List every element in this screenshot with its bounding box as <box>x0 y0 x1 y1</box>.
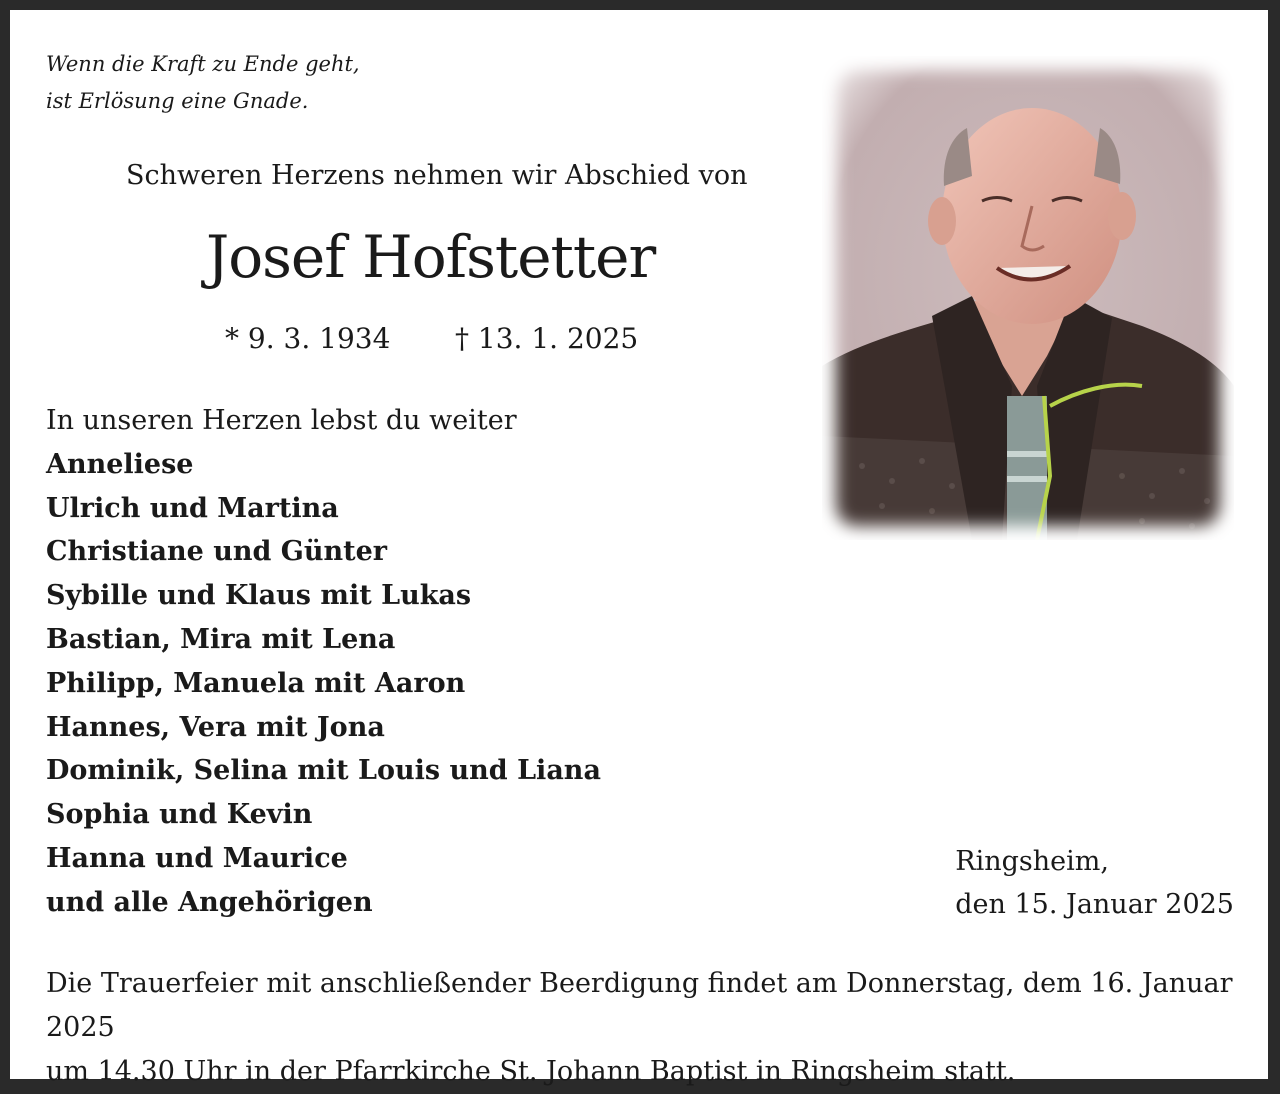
family-member: Sybille und Klaus mit Lukas <box>46 580 472 612</box>
service-info <box>46 962 1268 1094</box>
service-line-2: um 14.30 Uhr in der Pfarrkirche St. Johann Baptist in Ringsheim statt. <box>46 1056 1016 1087</box>
motto-line-1: Wenn die Kraft zu Ende geht, <box>46 52 360 76</box>
family-lead: In unseren Herzen lebst du weiter <box>46 405 517 436</box>
place: Ringsheim, <box>955 846 1109 877</box>
notice-date: den 15. Januar 2025 <box>955 889 1234 920</box>
obituary-card <box>10 10 1268 1087</box>
family-member: Hannes, Vera mit Jona <box>46 711 385 743</box>
family-member: Ulrich und Martina <box>46 492 339 524</box>
motto-line-2: ist Erlösung eine Gnade. <box>46 89 309 113</box>
deceased-name: Josef Hofstetter <box>206 223 656 291</box>
family-member: Dominik, Selina mit Louis und Liana <box>46 755 601 787</box>
family-member: und alle Angehörigen <box>46 886 373 918</box>
place-date <box>955 840 1234 926</box>
family-member: Anneliese <box>46 448 194 480</box>
family-member: Hanna und Maurice <box>46 842 348 874</box>
death-date: † 13. 1. 2025 <box>455 322 639 355</box>
portrait-photo <box>822 56 1234 540</box>
motto <box>46 46 360 120</box>
intro-text: Schweren Herzens nehmen wir Abschied von <box>126 160 748 191</box>
family-member: Philipp, Manuela mit Aaron <box>46 667 466 699</box>
family-member: Sophia und Kevin <box>46 799 313 831</box>
family-member: Bastian, Mira mit Lena <box>46 623 396 655</box>
birth-date: * 9. 3. 1934 <box>225 322 391 355</box>
family-member: Christiane und Günter <box>46 536 387 568</box>
family-list <box>46 399 601 925</box>
service-line-1: Die Trauerfeier mit anschließender Beerdigung findet am Donnerstag, dem 16. Januar 2025 <box>46 968 1233 1043</box>
